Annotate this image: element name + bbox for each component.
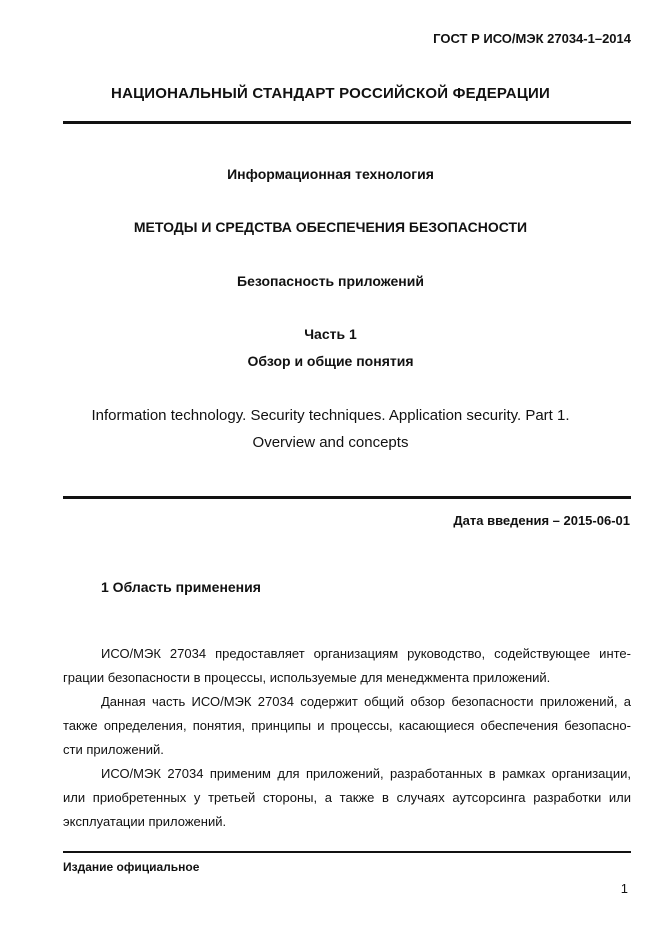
introduction-date: Дата введения – 2015-06-01 bbox=[453, 513, 630, 528]
part-number: Часть 1 bbox=[304, 326, 357, 342]
paragraph-line: ИСО/МЭК 27034 применим для приложений, разработанных в рамках организации, bbox=[101, 766, 631, 781]
edition-label: Издание официальное bbox=[63, 860, 200, 874]
title-line-2: МЕТОДЫ И СРЕДСТВА ОБЕСПЕЧЕНИЯ БЕЗОПАСНОСТИ bbox=[133, 219, 528, 235]
middle-rule bbox=[63, 496, 631, 499]
paragraph-1 bbox=[63, 642, 631, 690]
english-title-line-1: Information technology. Security techniques. Application security. Part 1. bbox=[91, 407, 570, 424]
paragraph-line: сти приложений. bbox=[63, 742, 164, 757]
paragraph-line: эксплуатации приложений. bbox=[63, 814, 227, 829]
paragraph-line: также определения, понятия, принципы и процессы, касающиеся обеспечения безопасно- bbox=[63, 718, 631, 733]
paragraph-line: ИСО/МЭК 27034 предоставляет организациям руководство, содействующее инте- bbox=[101, 646, 631, 661]
english-title-line-2: Overview and concepts bbox=[252, 434, 409, 451]
title-line-3: Безопасность приложений bbox=[237, 273, 424, 289]
paragraph-line: грации безопасности в процессы, используемые для менеджмента приложений. bbox=[63, 670, 551, 685]
document-code: ГОСТ Р ИСО/МЭК 27034-1–2014 bbox=[433, 31, 631, 46]
paragraph-2 bbox=[63, 690, 631, 762]
national-standard-heading: НАЦИОНАЛЬНЫЙ СТАНДАРТ РОССИЙСКОЙ ФЕДЕРАЦИИ bbox=[111, 85, 550, 102]
paragraph-line: или приобретенных у третьей стороны, а также в случаях аутсорсинга разработки или bbox=[63, 790, 631, 805]
section-heading: 1 Область применения bbox=[101, 579, 261, 595]
page-number: 1 bbox=[620, 881, 628, 896]
paragraph-line: Данная часть ИСО/МЭК 27034 содержит общий обзор безопасности приложений, а bbox=[101, 694, 631, 709]
title-line-1: Информационная технология bbox=[227, 166, 434, 182]
top-rule bbox=[63, 121, 631, 124]
paragraph-3 bbox=[63, 762, 631, 834]
part-title: Обзор и общие понятия bbox=[247, 353, 414, 369]
footer-rule bbox=[63, 851, 631, 853]
